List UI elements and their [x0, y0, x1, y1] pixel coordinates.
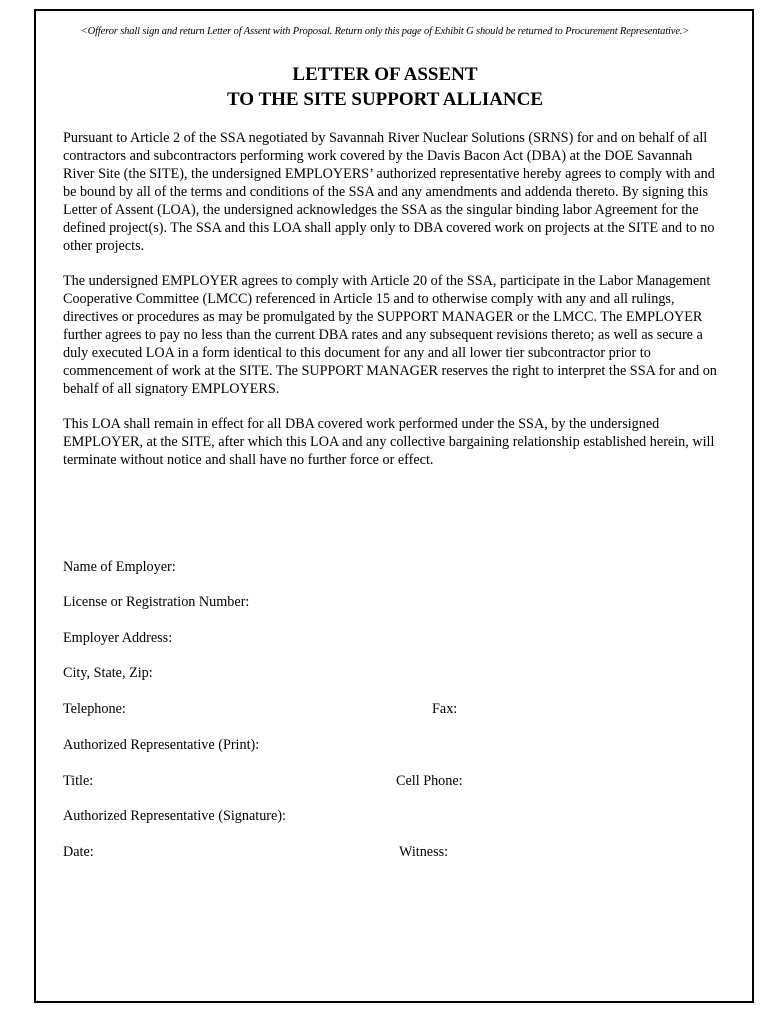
document-title-line-2: TO THE SITE SUPPORT ALLIANCE	[226, 89, 544, 110]
witness-field[interactable]: Witness:	[399, 844, 449, 860]
date-field[interactable]: Date:	[63, 844, 94, 860]
body-paragraph-2: The undersigned EMPLOYER agrees to comply with Article 20 of the SSA, participate in the Labor Management Cooperative Committee (LMCC) referenced in Article 15 and to otherwise comply with any and all rulings, directives or procedures as may be promulgated by the SUPPORT MANAGER or the LMCC. The EMPLOYER further agrees to pay no less than the current DBA rates and any subsequent revisions thereto; as well as secure a duly executed LOA in a form identical to this document for any and all lower tier subcontractor prior to commencement of work at the SITE. The SUPPORT MANAGER reserves the right to interpret the SSA for and on behalf of all signatory EMPLOYERS.	[63, 273, 717, 397]
license-number-field[interactable]: License or Registration Number:	[63, 594, 250, 610]
body-paragraph-3: This LOA shall remain in effect for all DBA covered work performed under the SSA, by the undersigned EMPLOYER, at the SITE, after which this LOA and any collective bargaining relationship established herein, will terminate without notice and shall have no further force or effect.	[63, 416, 715, 468]
title-field[interactable]: Title:	[63, 773, 94, 789]
authorized-rep-signature-field[interactable]: Authorized Representative (Signature):	[63, 808, 286, 824]
cell-phone-field[interactable]: Cell Phone:	[396, 773, 463, 789]
employer-name-field[interactable]: Name of Employer:	[63, 559, 176, 575]
employer-address-field[interactable]: Employer Address:	[63, 630, 173, 646]
header-instruction-note: <Offeror shall sign and return Letter of Assent with Proposal. Return only this page of Exhibit G should be returned to Procurement Representative.>	[80, 26, 690, 37]
body-paragraph-1: Pursuant to Article 2 of the SSA negotiated by Savannah River Nuclear Solutions (SRNS) for and on behalf of all contractors and subcontractors performing work covered by the Davis Bacon Act (DBA) at the DOE Savannah River Site (the SITE), the undersigned EMPLOYERS’ authorized representative hereby agrees to comply with and be bound by all of the terms and conditions of the SSA and any amendments and addenda thereto. By signing this Letter of Assent (LOA), the undersigned acknowledges the SSA as the singular binding labor Agreement for the defined project(s). The SSA and this LOA shall apply only to DBA covered work on projects at the SITE and to no other projects.	[63, 130, 715, 254]
city-state-zip-field[interactable]: City, State, Zip:	[63, 665, 153, 681]
telephone-field[interactable]: Telephone:	[63, 701, 126, 717]
fax-field[interactable]: Fax:	[432, 701, 458, 717]
authorized-rep-print-field[interactable]: Authorized Representative (Print):	[63, 737, 260, 753]
document-title-line-1: LETTER OF ASSENT	[292, 64, 478, 85]
